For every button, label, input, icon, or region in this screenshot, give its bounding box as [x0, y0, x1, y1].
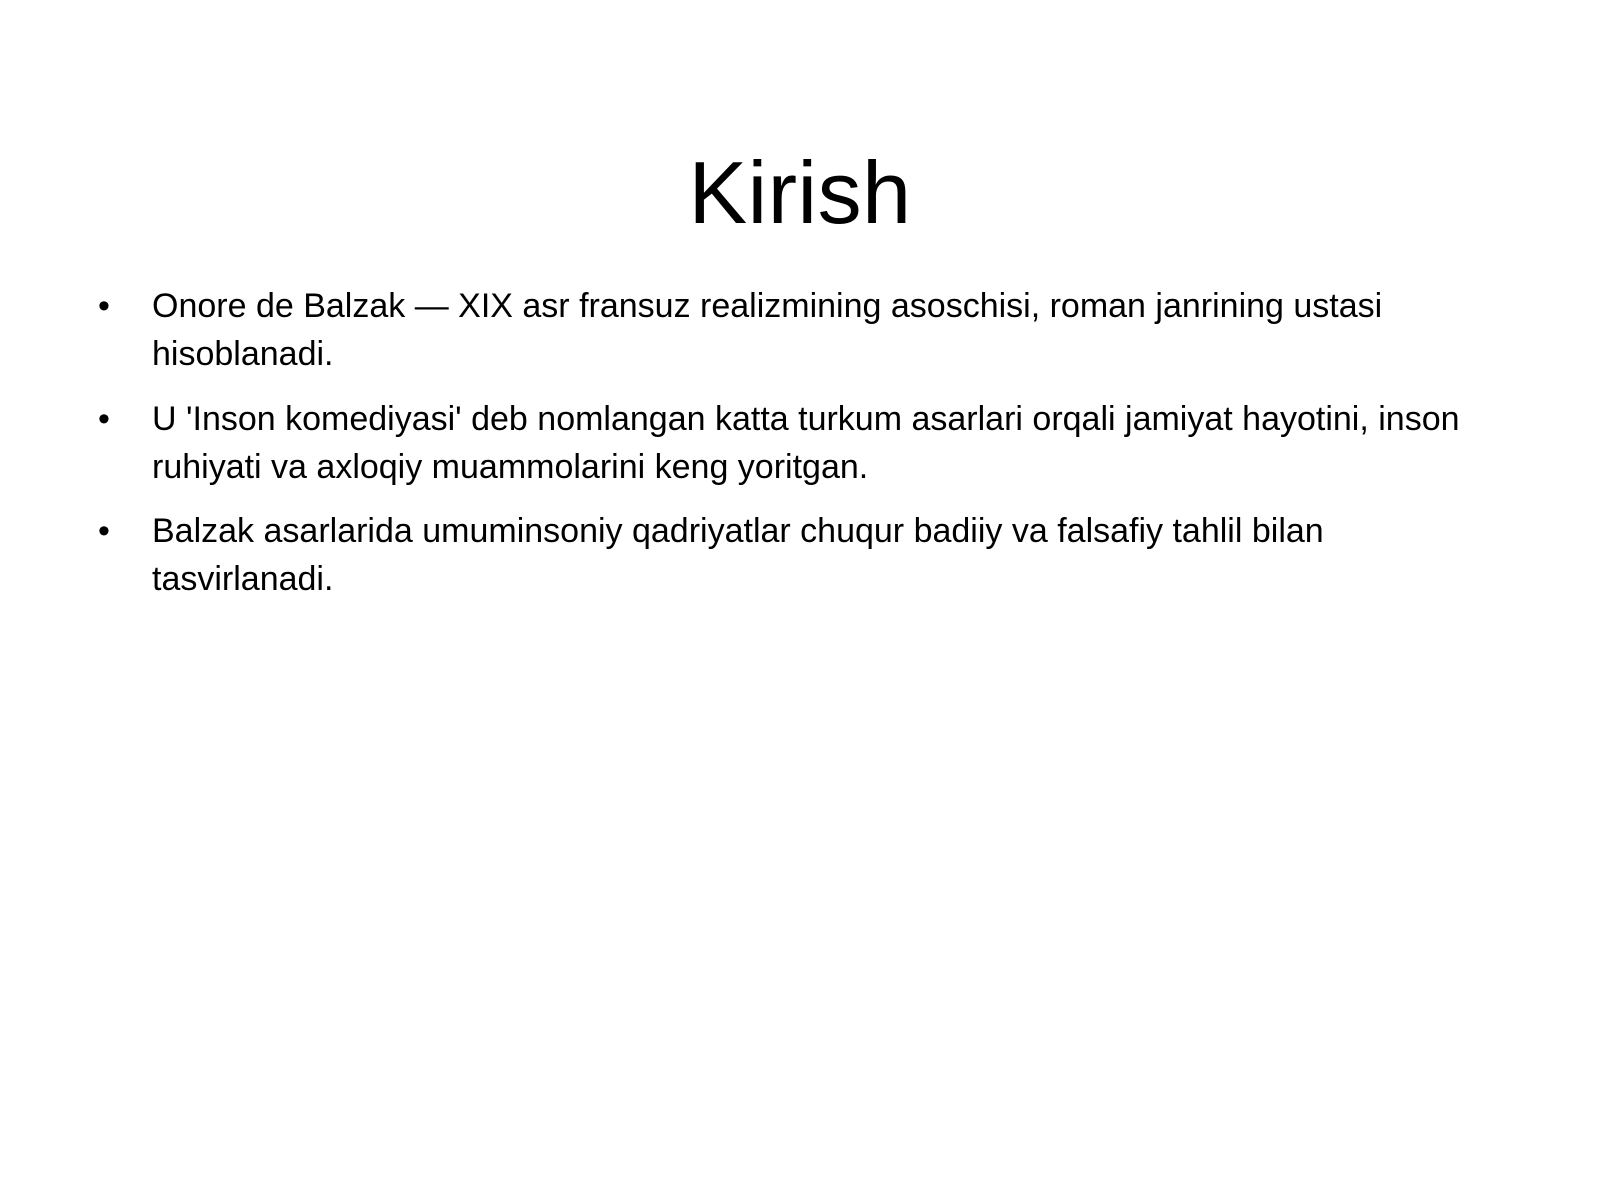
list-item-label: U 'Inson komediyasi' deb nomlangan katta turkum asarlari orqali jamiyat hayotini, inson ruhiyati va axloqiy muammolarini keng yoritgan.	[152, 399, 1460, 486]
bullet-list	[86, 282, 1506, 620]
list-item-label: Balzak asarlarida umuminsoniy qadriyatlar chuqur badiiy va falsafiy tahlil bilan tasvirlanadi.	[152, 512, 1324, 599]
list-item	[86, 507, 1506, 604]
list-item	[86, 395, 1506, 492]
bullet-icon: •	[98, 287, 110, 325]
list-item	[86, 282, 1506, 379]
list-item-label: Onore de Balzak — XIX asr fransuz realizmining asoschisi, roman janrining ustasi hisoblanadi.	[152, 287, 1383, 374]
bullet-icon: •	[98, 512, 110, 551]
bullet-icon: •	[98, 399, 110, 438]
page-title: Kirish	[688, 142, 912, 242]
